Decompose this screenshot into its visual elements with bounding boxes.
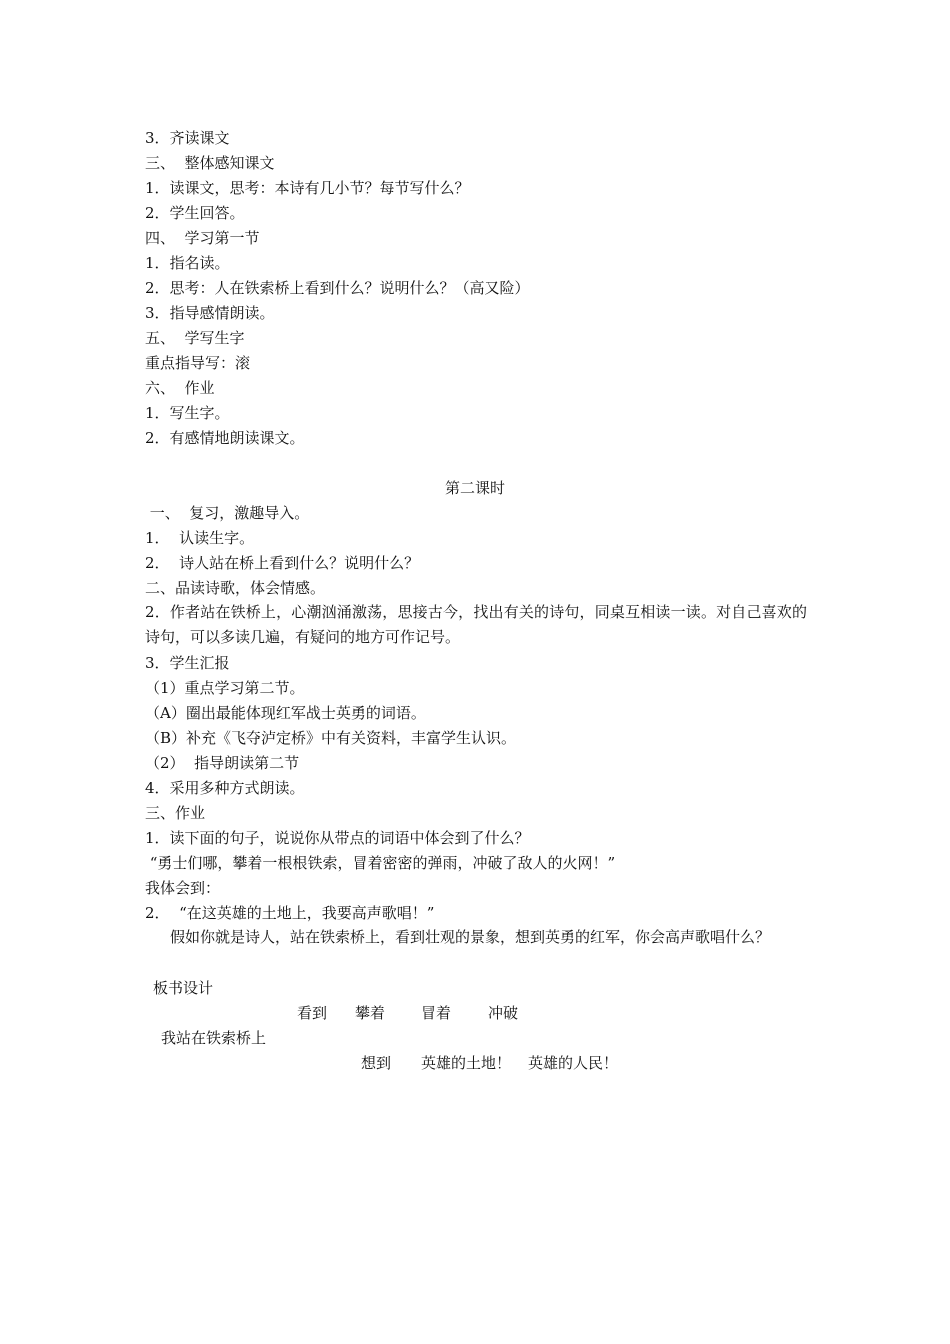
lesson2-section-3-heading: 三、作业 — [145, 804, 206, 822]
board-word-think: 想到 — [361, 1054, 392, 1072]
board-word-see: 看到 — [297, 1004, 328, 1022]
line-poet-on-bridge: 2． 诗人站在桥上看到什么？说明什么？ — [145, 554, 420, 572]
lesson2-section-2-heading: 二、品读诗歌，体会情感。 — [145, 579, 326, 597]
line-key-character: 重点指导写：滚 — [145, 354, 251, 372]
board-word-break: 冲破 — [488, 1004, 519, 1022]
line-recognize-characters: 1． 认读生字。 — [145, 529, 255, 547]
lesson-2-title: 第二课时 — [444, 479, 505, 497]
board-heroic-land: 英雄的土地！ — [421, 1054, 512, 1072]
paragraph-imagine-poet: 假如你就是诗人，站在铁索桥上，看到壮观的景象，想到英勇的红军，你会高声歌唱什么？ — [170, 928, 771, 946]
board-design-heading: 板书设计 — [153, 979, 214, 997]
board-left-label: 我站在铁索桥上 — [161, 1029, 267, 1047]
line-supplement-material: （B）补充《飞夺泸定桥》中有关资料，丰富学生认识。 — [145, 729, 517, 747]
board-word-brave: 冒着 — [421, 1004, 452, 1022]
section-6-heading: 六、 作业 — [145, 379, 215, 397]
board-word-climb: 攀着 — [355, 1004, 386, 1022]
line-i-understand: 我体会到： — [145, 879, 221, 897]
line-think-bridge: 2．思考：人在铁索桥上看到什么？说明什么？（高又险） — [145, 279, 530, 297]
section-4-heading: 四、 学习第一节 — [145, 229, 260, 247]
section-3-heading: 三、 整体感知课文 — [145, 154, 275, 172]
lesson2-section-1-heading: 一、 复习，激趣导入。 — [145, 504, 310, 522]
board-heroic-people: 英雄的人民！ — [528, 1054, 619, 1072]
line-read-with-feeling: 2．有感情地朗读课文。 — [145, 429, 305, 447]
line-study-section-2: （1）重点学习第二节。 — [145, 679, 305, 697]
line-read-think: 1．读课文，思考：本诗有几小节？每节写什么？ — [145, 179, 470, 197]
line-guide-reading: （2） 指导朗读第二节 — [145, 754, 300, 772]
line-named-reading: 1．指名读。 — [145, 254, 230, 272]
line-student-report: 3．学生汇报 — [145, 654, 230, 672]
line-various-reading: 4．采用多种方式朗读。 — [145, 779, 305, 797]
line-read-sentence: 1．读下面的句子，说说你从带点的词语中体会到了什么？ — [145, 829, 530, 847]
quote-warriors: “勇士们哪，攀着一根根铁索，冒着密密的弹雨，冲破了敌人的火网！” — [145, 854, 616, 872]
line-emotional-reading: 3．指导感情朗读。 — [145, 304, 275, 322]
line-students-answer: 2．学生回答。 — [145, 204, 245, 222]
line-read-together: 3．齐读课文 — [145, 129, 230, 147]
section-5-heading: 五、 学写生字 — [145, 329, 245, 347]
line-write-characters: 1．写生字。 — [145, 404, 230, 422]
paragraph-author-on-bridge: 2．作者站在铁桥上，心潮汹涌激荡，思接古今，找出有关的诗句，同桌互相读一读。对自己喜欢的诗句，可以多读几遍，有疑问的地方可作记号。 — [145, 603, 807, 646]
quote-sing-loudly: 2． “在这英雄的土地上，我要高声歌唱！” — [145, 904, 435, 922]
line-circle-words: （A）圈出最能体现红军战士英勇的词语。 — [145, 704, 426, 722]
